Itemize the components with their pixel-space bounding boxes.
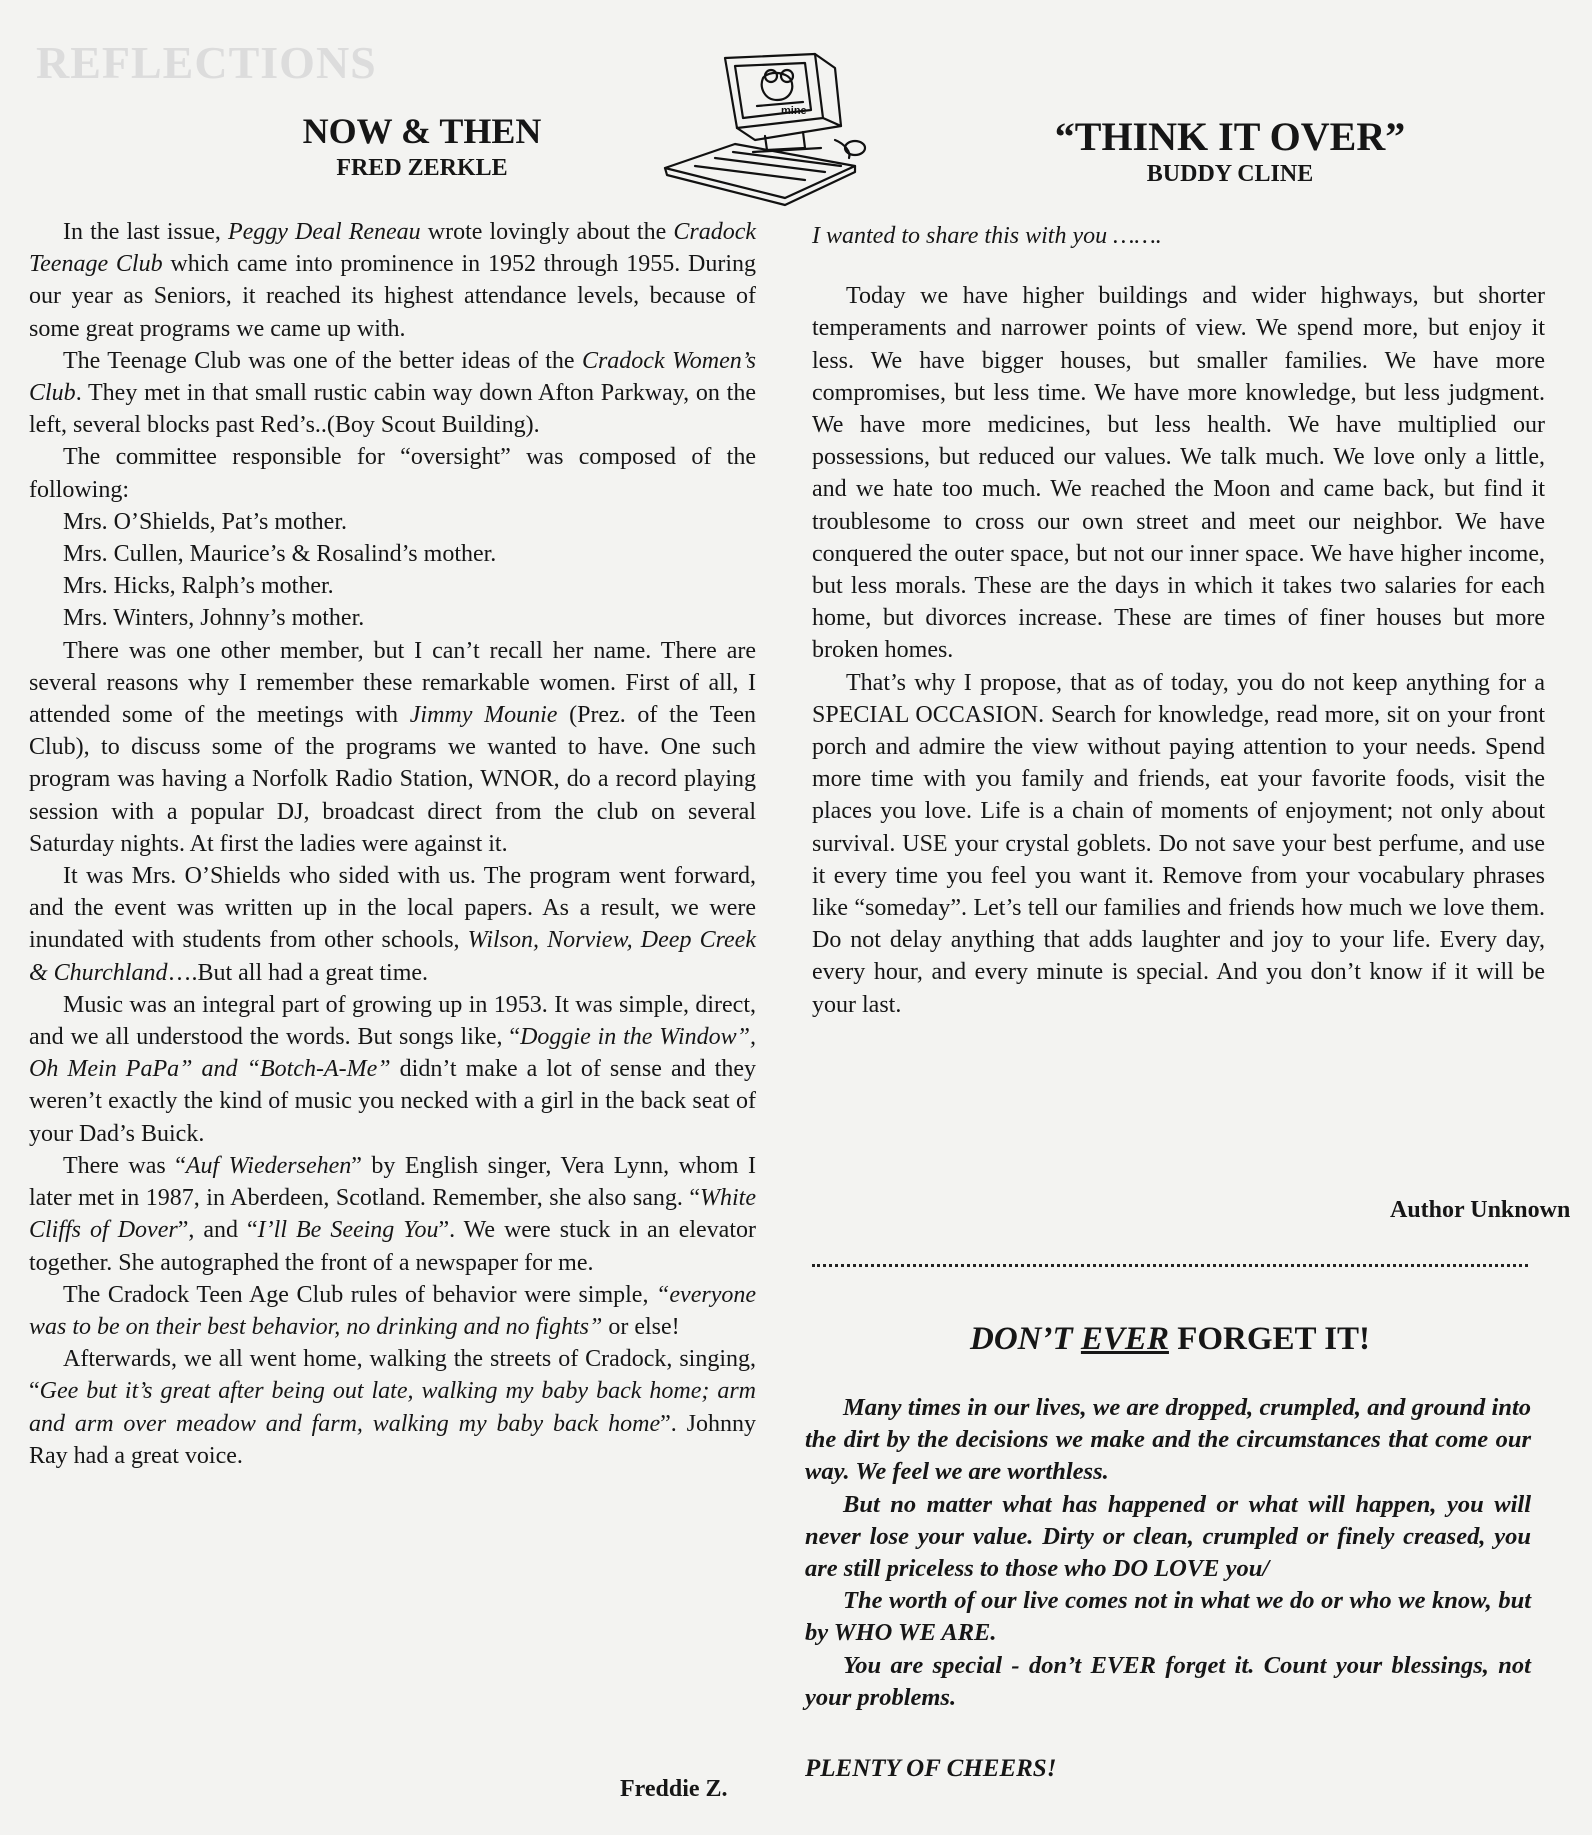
think-it-over-signature: Author Unknown [1390,1197,1571,1223]
paragraph: The worth of our live comes not in what we do or who we know, but by WHO WE ARE. [805,1587,1531,1647]
clipart-label: mine [781,105,807,117]
list-item: Mrs. Cullen, Maurice’s & Rosalind’s mother. [63,541,497,568]
now-then-author: FRED ZERKLE [336,155,508,181]
list-item: Mrs. Winters, Johnny’s mother. [63,605,365,632]
paragraph: There was “Auf Wiedersehen” by English singer, Vera Lynn, whom I later met in 1987, in Aberdeen, Scotland. Remember, she also sang. “White Cliffs of Dover”, and “I’ll Be Seeing You”. We were stuck in an elevator together. She autographed the front of a newspaper for me. [29,1152,757,1276]
list-item: Mrs. O’Shields, Pat’s mother. [63,508,348,535]
list-item: Mrs. Hicks, Ralph’s mother. [63,573,334,600]
computer-clipart [655,48,880,208]
dont-forget-title: DON’T EVER FORGET IT! [970,1321,1371,1357]
now-then-signature: Freddie Z. [620,1776,728,1802]
paragraph: There was one other member, but I can’t recall her name. There are several reasons why I remember these remarkable women. First of all, I attended some of the meetings with Jimmy Mounie (Prez. of the Teen Club), to discuss some of the programs we wanted to have. One such program was having a Norfolk Radio Station, WNOR, do a record playing session with a popular DJ, broadcast direct from the club on several Saturday nights. At first the ladies were against it. [29,637,756,857]
paragraph: The Teenage Club was one of the better ideas of the Cradock Women’s Club. They met in that small rustic cabin way down Afton Parkway, on the left, several blocks past Red’s..(Boy Scout Building). [29,347,756,439]
committee-list [29,506,756,635]
lead-line: I wanted to share this with you ……. [812,223,1162,249]
spacer [812,252,1545,280]
paragraph: Many times in our lives, we are dropped, crumpled, and ground into the dirt by the decisions we make and the circumstances that come our way. We feel we are worthless. [805,1394,1531,1486]
paragraph: Afterwards, we all went home, walking the streets of Cradock, singing, “Gee but it’s great after being out late, walking my baby back home; arm and arm over meadow and farm, walking my baby back home”. Johnny Ray had a great voice. [29,1346,756,1469]
paragraph: The Cradock Teen Age Club rules of behavior were simple, “everyone was to be on their best behavior, no drinking and no fights” or else! [29,1281,756,1340]
think-it-over-body [812,220,1545,1021]
paragraph: You are special - don’t EVER forget it. Count your blessings, not your problems. [805,1651,1531,1711]
closing-line: PLENTY OF CHEERS! [805,1755,1057,1782]
think-it-over-title: “THINK IT OVER” [1054,114,1406,159]
paragraph: But no matter what has happened or what will happen, you will never lose your value. Dirty or clean, crumpled or finely creased, you are still priceless to those who DO LOVE you/ [805,1490,1531,1583]
now-then-title: NOW & THEN [302,111,542,151]
paragraph: It was Mrs. O’Shields who sided with us. The program went forward, and the event was written up in the local papers. As a result, we were inundated with students from other schools, Wilson, Norview, Deep Creek & Churchland….But all had a great time. [29,863,756,986]
think-it-over-author: BUDDY CLINE [1146,161,1314,187]
paragraph: The committee responsible for “oversight” was composed of the following: [29,444,756,503]
bleed-through-heading: REFLECTIONS [36,37,377,88]
paragraph: Music was an integral part of growing up in 1953. It was simple, direct, and we all understood the words. But songs like, “Doggie in the Window”, Oh Mein PaPa” and “Botch-A-Me” didn’t make a lot of sense and they weren’t exactly the kind of music you necked with a girl in the back seat of your Dad’s Buick. [29,991,757,1147]
paragraph: Today we have higher buildings and wider highways, but shorter temperaments and narrower points of view. We spend more, but enjoy it less. We have bigger houses, but smaller families. We have more compromises, but less time. We have more knowledge, but less judgment. We have more medicines, but less health. We have multiplied our possessions, but reduced our values. We talk much. We love only a little, and we hate too much. We reached the Moon and came back, but find it troublesome to cross our own street and meet our neighbor. We have conquered the outer space, but not our inner space. We have higher income, but less morals. These are the days in which it takes two salaries for each home, but divorces increase. These are times of finer houses but more broken homes. [812,283,1545,664]
dont-forget-body [805,1392,1531,1714]
paragraph: That’s why I propose, that as of today, you do not keep anything for a SPECIAL OCCASION. Search for knowledge, read more, sit on your front porch and admire the view without paying attention to your needs. Spend more time with you family and friends, eat your favorite foods, visit the places you love. Life is a chain of moments of enjoyment; not only about survival. USE your crystal goblets. Do not save your best perfume, and use it every time you feel you want it. Remove from your vocabulary phrases like “someday”. Let’s tell our families and friends how much we love them. Do not delay anything that adds laughter and joy to your life. Every day, every hour, and every minute is special. And you don’t know if it will be your last. [812,669,1545,1018]
paragraph: In the last issue, Peggy Deal Reneau wrote lovingly about the Cradock Teenage Club which came into prominence in 1952 through 1955. During our year as Seniors, it reached its highest attendance levels, because of some great programs we came up with. [29,219,756,342]
dotted-divider [812,1264,1528,1267]
now-then-body [29,216,756,1472]
